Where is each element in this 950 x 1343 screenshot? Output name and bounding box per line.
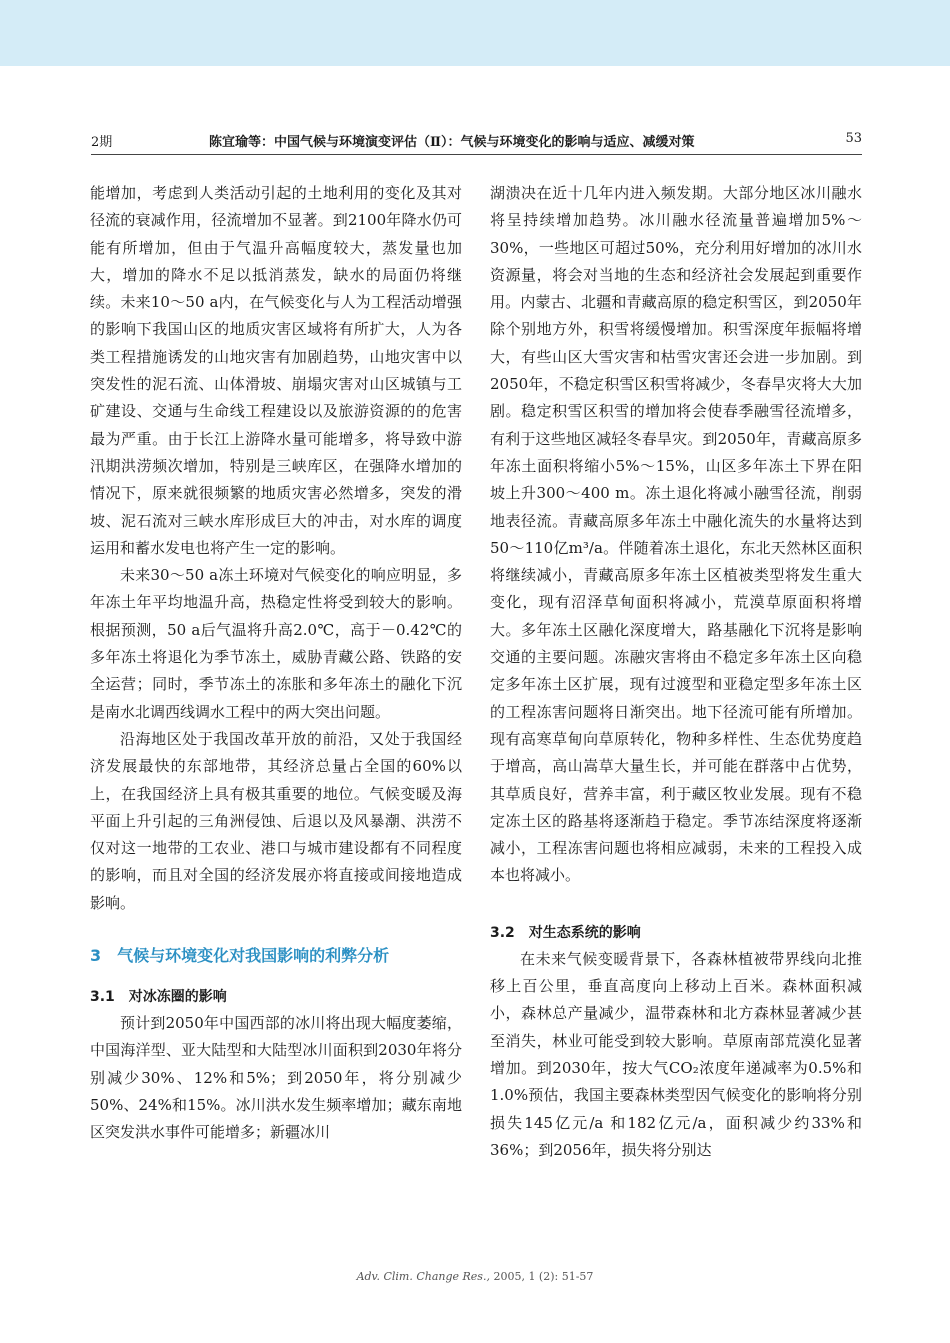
running-title: 陈宜瑜等：中国气候与环境演变评估（Ⅱ）：气候与环境变化的影响与适应、减缓对策 — [209, 135, 695, 150]
paragraph: 预计到2050年中国西部的冰川将出现大幅度萎缩，中国海洋型、亚大陆型和大陆型冰川面积到2030年将分别减少30%、12%和5%；到2050年，将分别减少50%、24%和15%。冰川洪水发生频率增加；藏东南地区突发洪水事件可能增多；新疆冰川 — [90, 1014, 462, 1142]
page-number: 53 — [845, 131, 862, 146]
subsection-heading: 3.1 对冰冻圈的影响 — [90, 989, 227, 1006]
left-column — [90, 180, 462, 1147]
paragraph: 沿海地区处于我国改革开放的前沿，又处于我国经济发展最快的东部地带，其经济总量占全国的60%以上，在我国经济上具有极其重要的地位。气候变暖及海平面上升引起的三角洲侵蚀、后退以及风暴潮、洪涝不仅对这一地带的工农业、港口与城市建设都有不同程度的影响，而且对全国的经济发展亦将直接或间接地造成影响。 — [90, 729, 462, 912]
top-color-band — [0, 0, 950, 66]
paragraph: 未来30～50 a冻土环境对气候变化的响应明显，多年冻土年平均地温升高，热稳定性将受到较大的影响。根据预测，50 a后气温将升高2.0℃，高于－0.42℃的多年冻土将退化为季节冻土，威胁青藏公路、铁路的安全运营；同时，季节冻土的冻胀和多年冻土的融化下沉是南水北调西线调水工程中的两大突出问题。 — [90, 566, 462, 721]
journal-name: Adv. Clim. Change Res., — [356, 1270, 490, 1283]
issue-number: 2期 — [91, 135, 113, 150]
section-heading: 3 气候与环境变化对我国影响的利弊分析 — [90, 946, 390, 966]
header-rule — [91, 154, 862, 155]
paragraph: 能增加，考虑到人类活动引起的土地利用的变化及其对径流的衰减作用，径流增加不显著。到2100年降水仍可能有所增加，但由于气温升高幅度较大，蒸发量也加大，增加的降水不足以抵消蒸发，缺水的局面仍将继续。未来10～50 a内，在气候变化与人为工程活动增强的影响下我国山区的地质灾害区域将有所扩大，人为各类工程措施诱发的山地灾害有加剧趋势，山地灾害中以突发性的泥石流、山体滑坡、崩塌灾害对山区城镇与工矿建设、交通与生命线工程建设以及旅游资源的的危害最为严重。由于长江上游降水量可能增多，将导致中游汛期洪涝频次增加，特别是三峡库区，在强降水增加的情况下，原来就很频繁的地质灾害必然增多，突发的滑坡、泥石流对三峡水库形成巨大的冲击，对水库的调度运用和蓄水发电也将产生一定的影响。 — [90, 184, 462, 557]
page-footer — [0, 1270, 950, 1283]
subsection-heading: 3.2 对生态系统的影响 — [490, 924, 641, 941]
right-column — [490, 180, 862, 1164]
paragraph: 在未来气候变暖背景下，各森林植被带界线向北推移上百公里，垂直高度向上移动上百米。森林面积减小，森林总产量减少，温带森林和北方森林显著减少甚至消失，林业可能受到较大影响。草原南部荒漠化显著增加。到2030年，按大气CO₂浓度年递减率为0.5%和1.0%预估，我国主要森林类型因气候变化的影响将分别损失145亿元/a 和182亿元/a，面积减少约33%和36%；到2056年，损失将分别达 — [490, 949, 862, 1159]
paragraph: 湖溃决在近十几年内进入频发期。大部分地区冰川融水将呈持续增加趋势。冰川融水径流量普遍增加5%～30%，一些地区可超过50%，充分利用好增加的冰川水资源量，将会对当地的生态和经济社会发展起到重要作用。内蒙古、北疆和青藏高原的稳定积雪区，到2050年除个别地方外，积雪将缓慢增加。积雪深度年振幅将增大，有些山区大雪灾害和枯雪灾害还会进一步加剧。到2050年，不稳定积雪区积雪将减少，冬春旱灾将大大加剧。稳定积雪区积雪的增加将会使春季融雪径流增多，有利于这些地区减轻冬春旱灾。到2050年，青藏高原多年冻土面积将缩小5%～15%，山区多年冻土下界在阳坡上升300～400 m。冻土退化将减小融雪径流，削弱地表径流。青藏高原多年冻土中融化流失的水量将达到50～110亿m³/a。伴随着冻土退化，东北天然林区面积将继续减小，青藏高原多年冻土区植被类型将发生重大变化，现有沼泽草甸面积将减小，荒漠草原面积将增大。多年冻土区融化深度增大，路基融化下沉将是影响交通的主要问题。冻融灾害将由不稳定多年冻土区向稳定多年冻土区扩展，现有过渡型和亚稳定型多年冻土区的工程冻害问题将日渐突出。地下径流可能有所增加。现有高寒草甸向草原转化，物种多样性、生态优势度趋于增高，高山嵩草大量生长，并可能在群落中占优势，其草质良好，营养丰富，利于藏区牧业发展。现有不稳定冻土区的路基将逐渐趋于稳定。季节冻结深度将逐渐减小，工程冻害问题也将相应减弱，未来的工程投入成本也将减小。 — [490, 184, 862, 885]
running-header — [91, 131, 862, 151]
citation: 2005, 1 (2): 51-57 — [493, 1270, 594, 1283]
